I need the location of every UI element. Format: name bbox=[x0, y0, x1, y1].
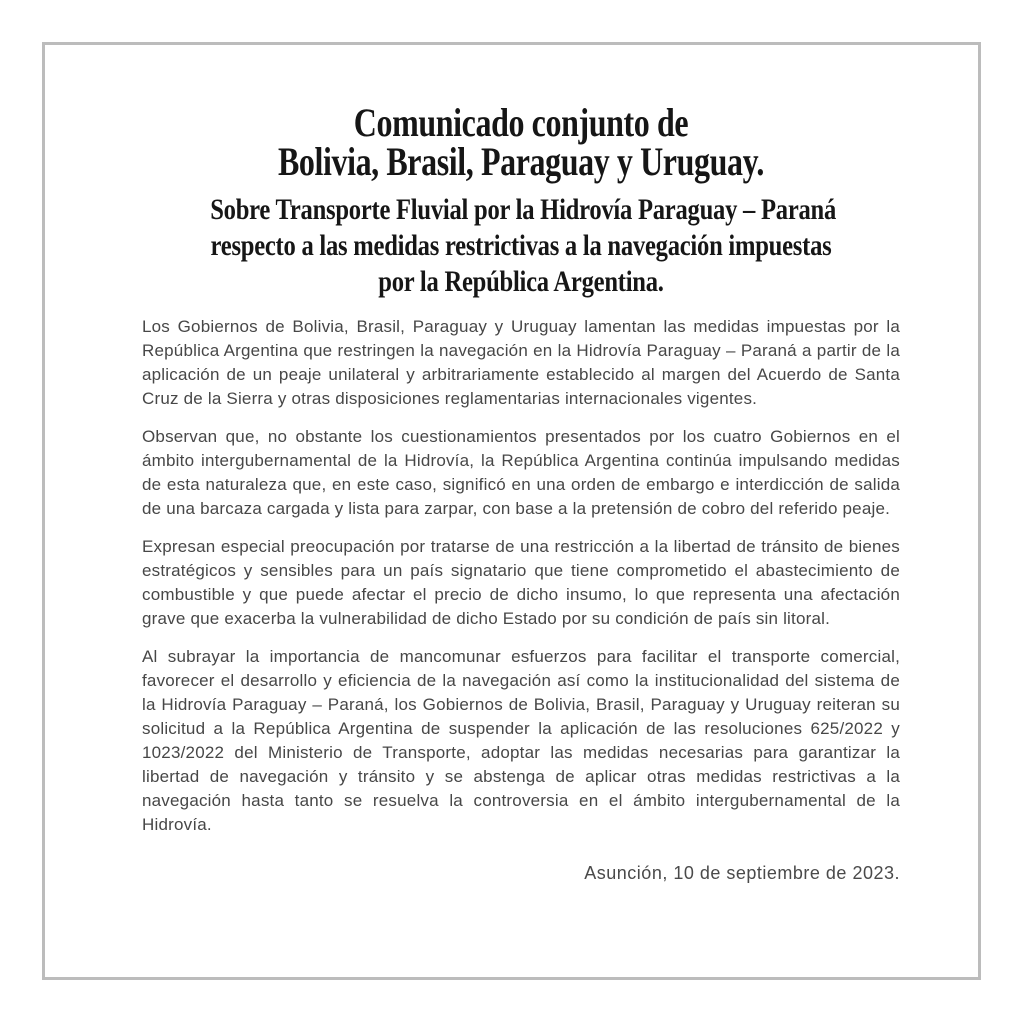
document-body bbox=[142, 315, 900, 837]
document-subtitle bbox=[210, 192, 837, 300]
document-title bbox=[218, 100, 824, 184]
document-header bbox=[142, 100, 900, 300]
paragraph-1: Los Gobiernos de Bolivia, Brasil, Paraguay y Uruguay lamentan las medidas impuestas por la República Argentina que restringen la navegación en la Hidrovía Paraguay – Paraná a partir de la aplicación de un peaje unilateral y arbitrariamente establecido al margen del Acuerdo de Santa Cruz de la Sierra y otras disposiciones reglamentarias internacionales vigentes. bbox=[142, 317, 900, 408]
paragraph-2: Observan que, no obstante los cuestionamientos presentados por los cuatro Gobiernos en el ámbito intergubernamental de la Hidrovía, la República Argentina continúa impulsando medidas de esta naturaleza que, en este caso, significó en una orden de embargo e interdicción de salida de una barcaza cargada y lista para zarpar, con base a la pretensión de cobro del referido peaje. bbox=[142, 427, 900, 518]
paragraph-4: Al subrayar la importancia de mancomunar esfuerzos para facilitar el transporte comercial, favorecer el desarrollo y eficiencia de la navegación así como la institucionalidad del sistema de la Hidrovía Paraguay – Paraná, los Gobiernos de Bolivia, Brasil, Paraguay y Uruguay reiteran su solicitud a la República Argentina de suspender la aplicación de las resoluciones 625/2022 y 1023/2022 del Ministerio de Transporte, adoptar las medidas necesarias para garantizar la libertad de navegación y tránsito y se abstenga de aplicar otras medidas restrictivas a la navegación hasta tanto se resuelva la controversia en el ámbito intergubernamental de la Hidrovía. bbox=[142, 647, 900, 834]
subtitle-line-3: por la República Argentina. bbox=[378, 265, 664, 298]
paragraph-3: Expresan especial preocupación por tratarse de una restricción a la libertad de tránsito de bienes estratégicos y sensibles para un país signatario que tiene comprometido el abastecimiento de combustible y que puede afectar el precio de dicho insumo, lo que representa una afectación grave que exacerba la vulnerabilidad de dicho Estado por su condición de país sin litoral. bbox=[142, 537, 900, 628]
dateline: Asunción, 10 de septiembre de 2023. bbox=[584, 863, 900, 883]
title-line-1: Comunicado conjunto de bbox=[353, 100, 689, 145]
title-line-2: Bolivia, Brasil, Paraguay y Uruguay. bbox=[277, 139, 765, 184]
document-content bbox=[142, 100, 900, 884]
subtitle-line-1: Sobre Transporte Fluvial por la Hidrovía Paraguay – Paraná bbox=[210, 193, 837, 226]
page-border-frame bbox=[42, 42, 981, 980]
subtitle-line-2: respecto a las medidas restrictivas a la navegación impuestas bbox=[210, 229, 832, 262]
